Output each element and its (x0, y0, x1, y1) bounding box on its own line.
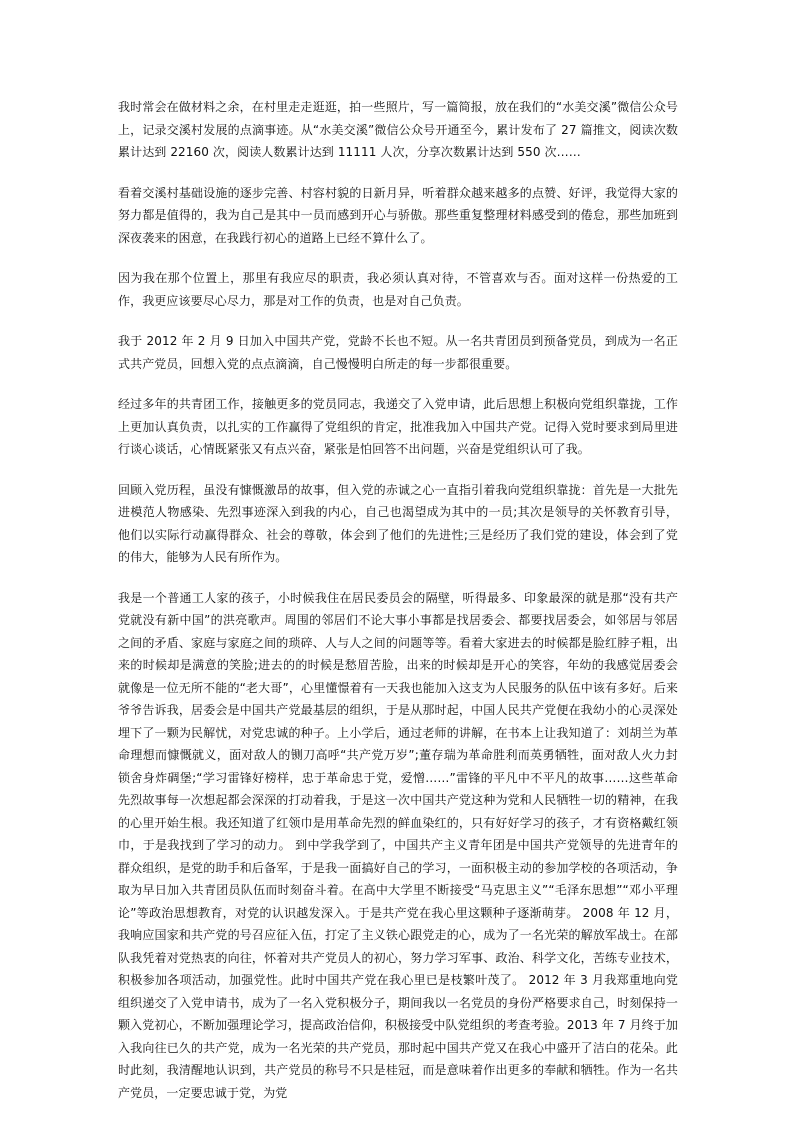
paragraph-1: 我时常会在做材料之余，在村里走走逛逛，拍一些照片，写一篇简报，放在我们的“水美交溪”微信公众号上，记录交溪村发展的点滴事迹。从“水美交溪”微信公众号开通至今，累计发布了 27 篇推文，阅读次数累计达到 22160 次，阅读人数累计达到 11111 人次，分享次数累计达到 550 次…… (118, 100, 678, 159)
paragraph-spacer (118, 461, 678, 479)
paragraph-2: 看着交溪村基础设施的逐步完善、村容村貌的日新月异，听着群众越来越多的点赞、好评，我觉得大家的努力都是值得的，我为自己是其中一员而感到开心与骄傲。那些重复整理材料感受到的倦怠，那些加班到深夜袭来的困意，在我践行初心的道路上已经不算什么了。 (118, 185, 678, 245)
paragraph-spacer (118, 249, 678, 267)
paragraph-3: 因为我在那个位置上，那里有我应尽的职责，我必须认真对待，不管喜欢与否。面对这样一份热爱的工作，我更应该要尽心尽力，那是对工作的负责，也是对自己负责。 (118, 271, 678, 308)
paragraph-spacer (118, 312, 678, 330)
paragraph-spacer (118, 375, 678, 393)
paragraph-5: 经过多年的共青团工作，接触更多的党员同志，我递交了入党申请，此后思想上积极向党组织靠拢，工作上更加认真负责，以扎实的工作赢得了党组织的肯定，批准我加入中国共产党。记得入党时要求到局里进行谈心谈话，心情既紧张又有点兴奋，紧张是怕回答不出问题，兴奋是党组织认可了我。 (118, 397, 678, 456)
paragraph-spacer (118, 164, 678, 182)
paragraph-7: 我是一个普通工人家的孩子，小时候我住在居民委员会的隔壁，听得最多、印象最深的就是那“没有共产党就没有新中国”的洪亮歌声。周围的邻居们不论大事小事都是找居委会、都要找居委会，如邻居与邻居之间的矛盾、家庭与家庭之间的琐碎、人与人之间的问题等等。看着大家进去的时候都是脸红脖子粗，出来的时候却是满意的笑脸;进去的的时候是愁眉苦脸，出来的时候却是开心的笑容，年幼的我感觉居委会就像是一位无所不能的“老大哥”，心里懂憬着有一天我也能加入这支为人民服务的队伍中该有多好。后来爷爷告诉我，居委会是中国共产党最基层的组织，于是从那时起，中国人民共产党便在我幼小的心灵深处埋下了一颗为民解忧，对党忠诚的种子。上小学后，通过老师的讲解，在书本上让我知道了：刘胡兰为革命理想而慷慨就义，面对敌人的铡刀高呼“共产党万岁”;董存瑞为革命胜利而英勇牺牲，面对敌人火力封锁舍身炸碉堡;“学习雷锋好榜样，忠于革命忠于党，爱憎……”雷锋的平凡中不平凡的故事……这些革命先烈故事每一次想起都会深深的打动着我，于是这一次中国共产党这种为党和人民牺牲一切的精神，在我的心里开始生根。我还知道了红领巾是用革命先烈的鲜血染红的，只有好好学习的孩子，才有资格戴红领巾，于是我找到了学习的动力。 到中学我学到了，中国共产主义青年团是中国共产党领导的先进青年的群众组织，是党的助手和后备军，于是我一面搞好自己的学习，一面积极主动的参加学校的各项活动，争取为早日加入共青团员队伍而时刻奋斗着。在高中大学里不断接受“马克思主义”“毛泽东思想”“邓小平理论”等政治思想教育，对党的认识越发深入。于是共产党在我心里这颗种子逐渐萌芽。 2008 年 12 月，我响应国家和共产党的号召应征入伍，打定了主义铁心跟党走的心，成为了一名光荣的解放军战士。在部队我凭着对党热衷的向往，怀着对共产党员人的初心，努力学习军事、政治、科学文化，苦练专业技术，积极参加各项活动，加强党性。此时中国共产党在我心里已是枝繁叶茂了。 2012 年 3 月我郑重地向党组织递交了入党申请书，成为了一名入党积极分子，期间我以一名党员的身份严格要求自己，时刻保持一颗入党初心，不断加强理论学习，提高政治信仰，积极接受中队党组织的考查考验。2013 年 7 月终于加入我向往已久的共产党，成为一名光荣的共产党员，那时起中国共产党又在我心中盛开了洁白的花朵。此时此刻，我清醒地认识到，共产党员的称号不只是桂冠，而是意味着作出更多的奉献和牺牲。作为一名共产党员，一定要忠诚于党，为党 (118, 590, 678, 1100)
paragraph-spacer (118, 569, 678, 587)
document-body (118, 96, 678, 1104)
paragraph-6: 回顾入党历程，虽没有慷慨激昂的故事，但入党的赤诚之心一直指引着我向党组织靠拢：首先是一大批先进模范人物感染、先烈事迹深入到我的内心，自己也渴望成为其中的一员;其次是领导的关怀教育引导，他们以实际行动赢得群众、社会的尊敬，体会到了他们的先进性;三是经历了我们党的建设，体会到了党的伟大，能够为人民有所作为。 (118, 482, 678, 564)
paragraph-4: 我于 2012 年 2 月 9 日加入中国共产党，党龄不长也不短。从一名共青团员到预备党员，到成为一名正式共产党员，回想入党的点点滴滴，自己慢慢明白所走的每一步都很重要。 (118, 334, 678, 371)
